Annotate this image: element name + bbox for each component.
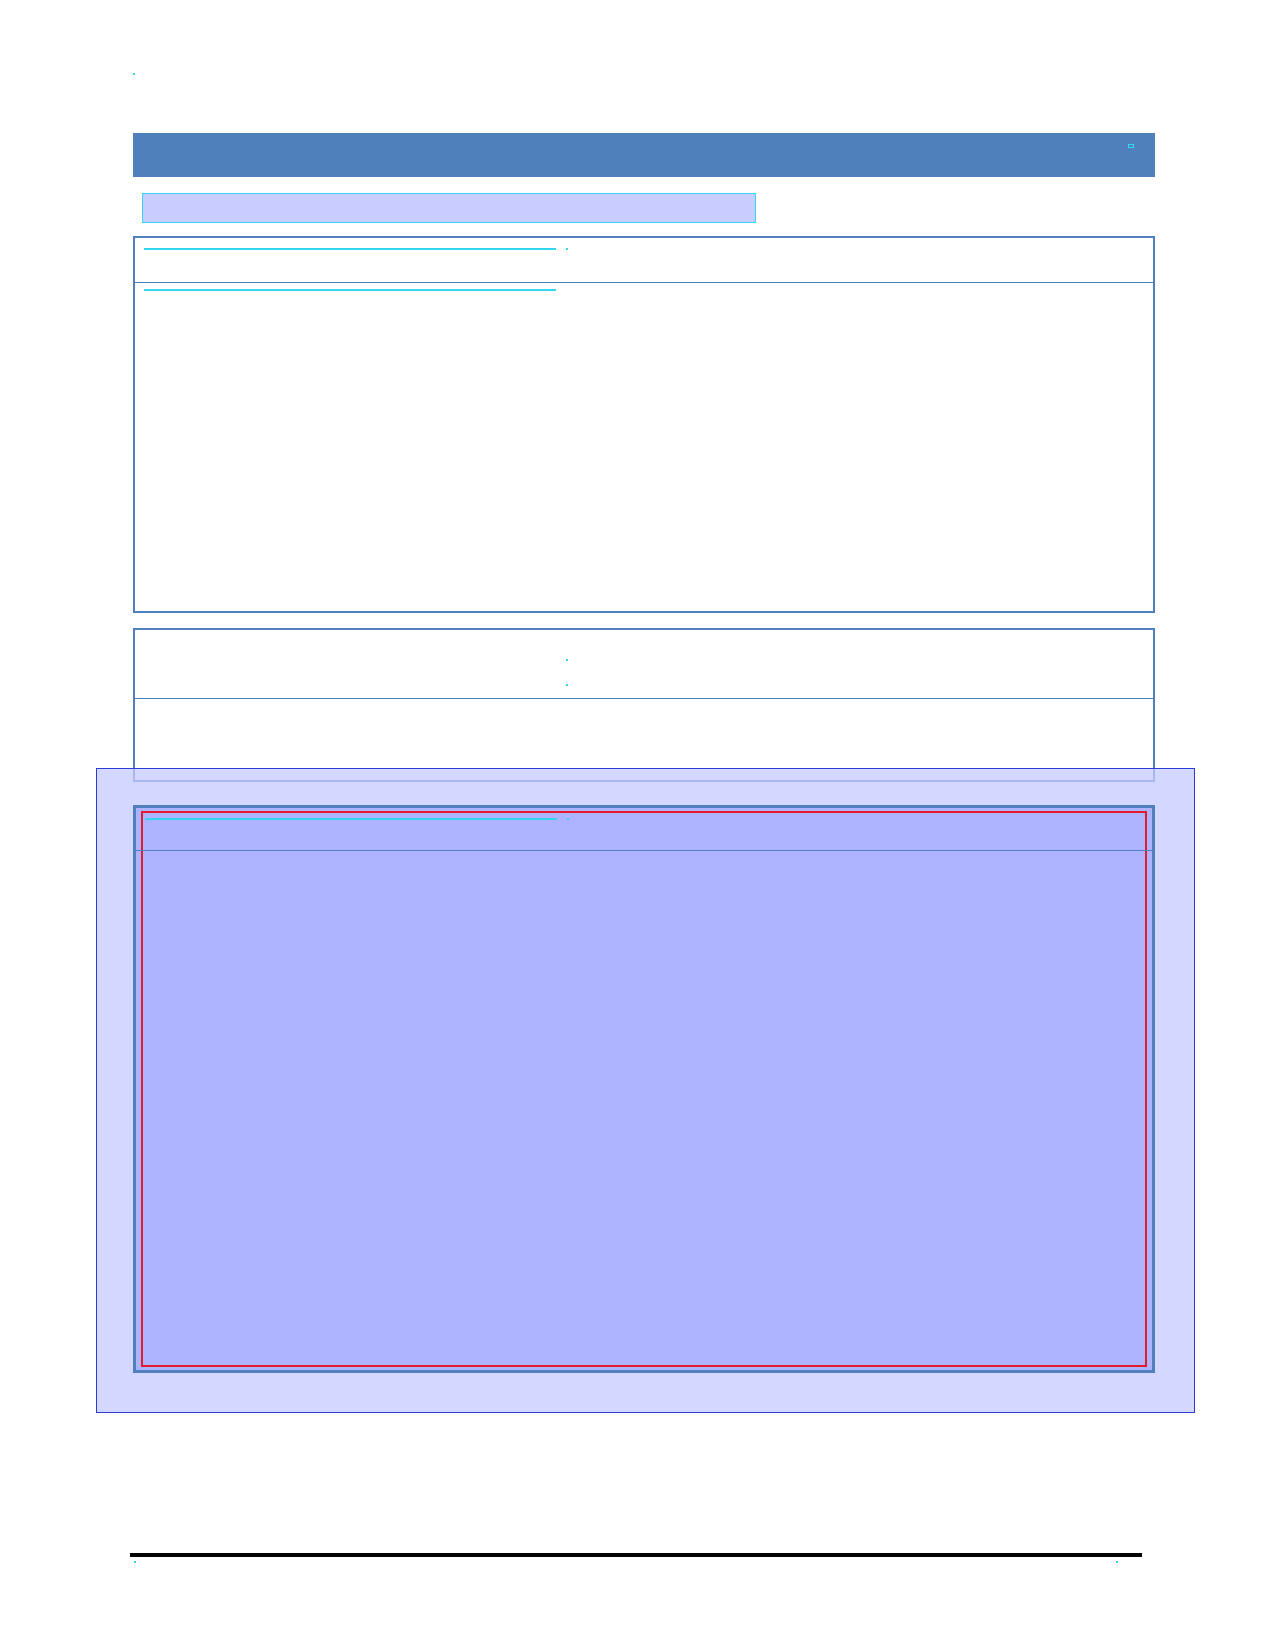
- selection-frame: [141, 811, 1147, 1367]
- overall-criteria-table: [133, 628, 1155, 782]
- objective-standard-bar: [143, 194, 755, 222]
- competence-statement-table: [133, 236, 1155, 613]
- header-divider: [135, 282, 1153, 283]
- code-label: [1129, 145, 1133, 147]
- header-divider: [135, 698, 1153, 699]
- code-banner: [133, 133, 1155, 177]
- header-divider: [136, 850, 1152, 851]
- overall-criteria-header: [567, 642, 1027, 692]
- elements-criteria-table: [133, 805, 1155, 1373]
- footer-rule: [130, 1553, 1142, 1557]
